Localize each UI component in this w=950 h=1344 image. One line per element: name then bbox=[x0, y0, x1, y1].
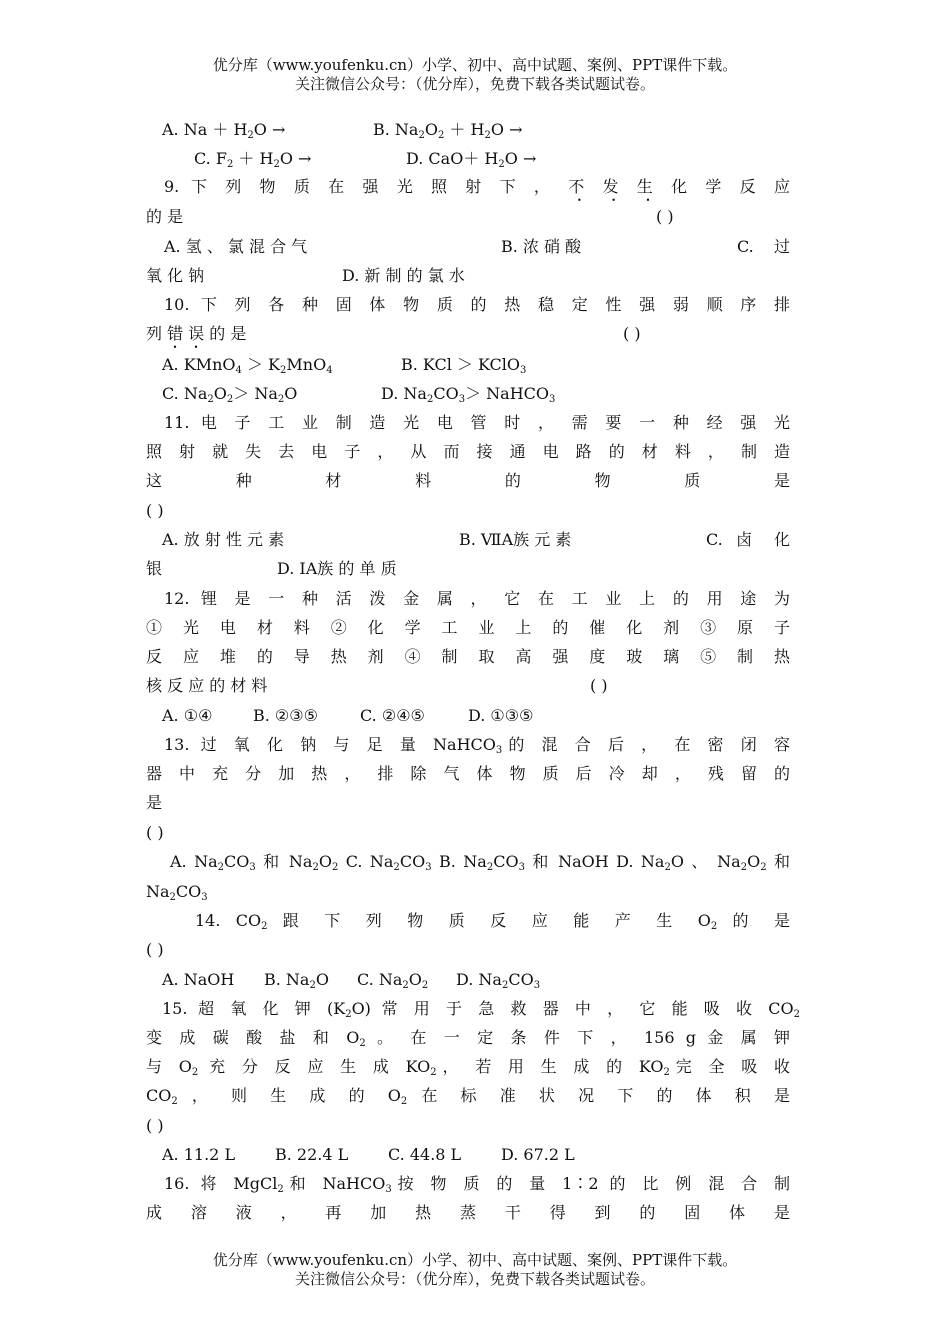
q16-stem-line-1: 16. 将 MgCl$_2$和 NaHCO$_3$按 物 质 的 量 1∶2 的 比 例 混 合 制 bbox=[164, 1174, 790, 1195]
q15-option-a: A. 11.2 L bbox=[162, 1145, 236, 1164]
q15-stem-line-2: 变 成 碳 酸 盐 和 $O_2$ 。 在 一 定 条 件 下 ， 156 g 金 属 钾 bbox=[146, 1028, 790, 1049]
q12-stem-line-4: 核 反 应 的 材 料 bbox=[146, 676, 268, 695]
header-line-2: 关注微信公众号：（优分库），免费下载各类试题试卷。 bbox=[294, 75, 655, 93]
q10-stem-line-1: 10. 下 列 各 种 固 体 物 质 的 热 稳 定 性 强 弱 顺 序 排 bbox=[164, 295, 790, 314]
q12-option-d: D. ①③⑤ bbox=[468, 706, 534, 725]
q15-option-b: B. 22.4 L bbox=[275, 1145, 349, 1164]
page-footer bbox=[0, 1251, 950, 1289]
q14-answer-paren: ( ) bbox=[146, 940, 164, 959]
q11-option-b: B. ⅦA族 元 素 bbox=[459, 530, 572, 549]
q11-answer-paren: ( ) bbox=[146, 501, 164, 520]
q15-option-d: D. 67.2 L bbox=[501, 1145, 575, 1164]
q11-option-c-continued: 银 bbox=[146, 559, 163, 578]
q9-answer-paren: ( ) bbox=[656, 207, 674, 226]
header-line-1: 优分库（www.youfenku.cn）小学、初中、高中试题、案例、PPT课件下载。 bbox=[212, 56, 738, 74]
q8-option-b: B. $Na_2O_2 + H_2O$ → bbox=[373, 120, 523, 141]
q10-option-a: A. KMnO$_4$ ＞ $K_2MnO_4$ bbox=[162, 355, 333, 376]
q12-option-a: A. ①④ bbox=[162, 706, 213, 725]
q15-stem-line-4: $CO_2$ ， 则 生 成 的 $O_2$ 在 标 准 状 况 下 的 体 积 是 bbox=[146, 1086, 790, 1107]
q14-option-a: A. NaOH bbox=[162, 970, 235, 989]
q12-option-b: B. ②③⑤ bbox=[253, 706, 318, 725]
q10-stem-line-2: 列 错 误 的 是 bbox=[146, 324, 247, 343]
q8-option-c: C. $F_2 + H_2O$ → bbox=[194, 149, 312, 170]
q11-stem-line-2: 照 射 就 失 去 电 子 ， 从 而 接 通 电 路 的 材 料 ， 制 造 bbox=[146, 442, 790, 461]
q11-option-c: C. 卤 化 bbox=[706, 530, 790, 549]
q15-stem-line-3: 与 $O_2$ 充 分 反 应 生 成 $KO_2$， 若 用 生 成 的 $KO_2$完 全 吸 收 bbox=[146, 1057, 790, 1078]
q11-stem-line-1: 11. 电 子 工 业 制 造 光 电 管 时 ， 需 要 一 种 经 强 光 bbox=[164, 413, 790, 432]
q8-option-d: D. $CaO+ H_2O$ → bbox=[406, 149, 537, 170]
q13-options: A. $Na_2CO_3$ 和 $Na_2O_2$ C. $Na_2CO_3$ B. $Na_2CO_3$ 和 NaOH D. $Na_2O$ 、 $Na_2O_2$ 和 bbox=[170, 852, 790, 873]
footer-line-2: 关注微信公众号：（优分库），免费下载各类试题试卷。 bbox=[294, 1270, 655, 1288]
q15-stem-line-1: 15. 超 氧 化 钾 $(K_2O)$ 常 用 于 急 救 器 中 ， 它 能 吸 收 $CO_2$ bbox=[162, 999, 800, 1020]
q8-option-a: A. $Na + H_2O$ → bbox=[162, 120, 286, 141]
q14-stem: 14. $CO_2$ 跟 下 列 物 质 反 应 能 产 生 $O_2$ 的 是 bbox=[195, 911, 790, 932]
q16-stem-line-2: 成 溶 液 ， 再 加 热 蒸 干 得 到 的 固 体 是 bbox=[146, 1203, 790, 1222]
q9-stem-line-1: 9. 下 列 物 质 在 强 光 照 射 下 ， 不 发 生 化 学 反 应 bbox=[164, 177, 790, 196]
q9-option-d: D. 新 制 的 氯 水 bbox=[342, 266, 465, 285]
q12-stem-line-2: ① 光 电 材 料 ② 化 学 工 业 上 的 催 化 剂 ③ 原 子 bbox=[146, 618, 790, 637]
q13-stem-line-1: 13. 过 氧 化 钠 与 足 量 NaHCO$_3$的 混 合 后 ， 在 密 闭 容 bbox=[164, 735, 790, 756]
footer-line-1: 优分库（www.youfenku.cn）小学、初中、高中试题、案例、PPT课件下载。 bbox=[212, 1251, 738, 1269]
q13-answer-paren: ( ) bbox=[146, 823, 164, 842]
q12-stem-line-1: 12. 锂 是 一 种 活 泼 金 属 ， 它 在 工 业 上 的 用 途 为 bbox=[164, 589, 790, 608]
q9-option-a: A. 氢 、 氯 混 合 气 bbox=[164, 237, 308, 256]
q15-option-c: C. 44.8 L bbox=[388, 1145, 462, 1164]
q11-option-a: A. 放 射 性 元 素 bbox=[162, 530, 285, 549]
q11-option-d: D. ⅠA族 的 单 质 bbox=[277, 559, 397, 578]
q13-stem-line-3: 是 bbox=[146, 793, 163, 812]
q9-option-b: B. 浓 硝 酸 bbox=[501, 237, 582, 256]
q12-option-c: C. ②④⑤ bbox=[360, 706, 425, 725]
q9-option-c: C. 过 bbox=[737, 237, 790, 256]
q10-option-d: D. $Na_2CO_3>$ NaHCO$_3$ bbox=[381, 384, 556, 405]
page-header bbox=[0, 56, 950, 94]
q14-option-d: D. $Na_2CO_3$ bbox=[456, 970, 541, 991]
q9-option-c-continued: 氧 化 钠 bbox=[146, 266, 205, 285]
q15-answer-paren: ( ) bbox=[146, 1116, 164, 1135]
q10-option-c: C. $Na_2O_2> Na_2O$ bbox=[162, 384, 298, 405]
q14-option-c: C. $Na_2O_2$ bbox=[357, 970, 429, 991]
q10-answer-paren: ( ) bbox=[623, 324, 641, 343]
q10-option-b: B. KCl ＞ KClO$_3$ bbox=[401, 355, 527, 376]
q9-stem-line-2: 的 是 bbox=[146, 207, 184, 226]
q12-answer-paren: ( ) bbox=[590, 676, 608, 695]
q12-stem-line-3: 反 应 堆 的 导 热 剂 ④ 制 取 高 强 度 玻 璃 ⑤ 制 热 bbox=[146, 647, 790, 666]
q13-options-continued: $Na_2CO_3$ bbox=[146, 882, 208, 903]
q11-stem-line-3: 这 种 材 料 的 物 质 是 bbox=[146, 471, 790, 490]
q13-stem-line-2: 器 中 充 分 加 热 ， 排 除 气 体 物 质 后 冷 却 ， 残 留 的 bbox=[146, 764, 790, 783]
q14-option-b: B. $Na_2O$ bbox=[264, 970, 329, 991]
